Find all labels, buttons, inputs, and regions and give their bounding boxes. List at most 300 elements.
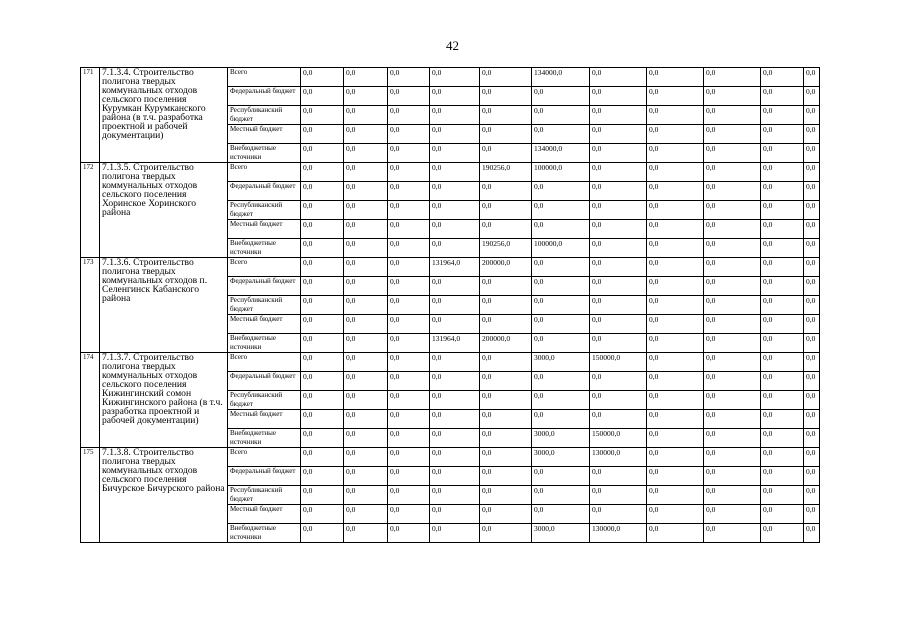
amount-cell: 0,0 — [704, 467, 761, 486]
funding-source: Местный бюджет — [228, 505, 301, 524]
funding-source: Всего — [228, 163, 301, 182]
amount-cell: 0,0 — [761, 239, 804, 258]
funding-source: Федеральный бюджет — [228, 372, 301, 391]
funding-source: Республиканский бюджет — [228, 106, 301, 125]
amount-cell: 0,0 — [647, 106, 704, 125]
amount-cell: 0,0 — [301, 429, 344, 448]
amount-cell: 0,0 — [480, 277, 532, 296]
amount-cell: 0,0 — [647, 182, 704, 201]
amount-cell: 0,0 — [704, 524, 761, 543]
amount-cell: 0,0 — [590, 106, 647, 125]
amount-cell: 0,0 — [344, 391, 388, 410]
amount-cell: 0,0 — [430, 296, 480, 315]
amount-cell: 0,0 — [430, 277, 480, 296]
amount-cell: 0,0 — [480, 182, 532, 201]
amount-cell: 0,0 — [704, 87, 761, 106]
amount-cell: 0,0 — [480, 144, 532, 163]
amount-cell: 0,0 — [301, 106, 344, 125]
amount-cell: 0,0 — [388, 334, 430, 353]
amount-cell: 0,0 — [590, 467, 647, 486]
amount-cell: 0,0 — [704, 486, 761, 505]
amount-cell: 0,0 — [301, 182, 344, 201]
amount-cell: 0,0 — [590, 391, 647, 410]
amount-cell: 0,0 — [388, 163, 430, 182]
table-row — [81, 353, 820, 372]
amount-cell: 0,0 — [704, 505, 761, 524]
funding-source: Всего — [228, 258, 301, 277]
amount-cell: 0,0 — [480, 448, 532, 467]
amount-cell: 0,0 — [344, 220, 388, 239]
amount-cell: 0,0 — [430, 429, 480, 448]
amount-cell: 0,0 — [590, 486, 647, 505]
amount-cell: 0,0 — [480, 505, 532, 524]
amount-cell: 0,0 — [647, 429, 704, 448]
amount-cell: 0,0 — [704, 334, 761, 353]
amount-cell: 0,0 — [430, 524, 480, 543]
funding-source: Всего — [228, 68, 301, 87]
amount-cell: 0,0 — [344, 410, 388, 429]
table-row — [81, 163, 820, 182]
amount-cell: 0,0 — [344, 144, 388, 163]
amount-cell: 0,0 — [301, 505, 344, 524]
amount-cell: 0,0 — [480, 87, 532, 106]
amount-cell: 0,0 — [761, 277, 804, 296]
amount-cell: 0,0 — [388, 448, 430, 467]
amount-cell: 0,0 — [301, 334, 344, 353]
amount-cell: 0,0 — [430, 144, 480, 163]
amount-cell: 0,0 — [804, 277, 820, 296]
funding-source: Внебюджетные источники — [228, 334, 301, 353]
amount-cell: 0,0 — [761, 87, 804, 106]
amount-cell: 0,0 — [532, 220, 590, 239]
amount-cell: 0,0 — [301, 486, 344, 505]
amount-cell: 3000,0 — [532, 524, 590, 543]
amount-cell: 130000,0 — [590, 448, 647, 467]
amount-cell: 0,0 — [590, 144, 647, 163]
funding-source: Республиканский бюджет — [228, 391, 301, 410]
amount-cell: 0,0 — [344, 353, 388, 372]
amount-cell: 0,0 — [590, 315, 647, 334]
amount-cell: 0,0 — [804, 220, 820, 239]
funding-source: Местный бюджет — [228, 315, 301, 334]
amount-cell: 0,0 — [388, 391, 430, 410]
amount-cell: 0,0 — [647, 296, 704, 315]
amount-cell: 0,0 — [804, 239, 820, 258]
amount-cell: 0,0 — [647, 87, 704, 106]
amount-cell: 0,0 — [480, 296, 532, 315]
amount-cell: 0,0 — [344, 334, 388, 353]
amount-cell: 0,0 — [647, 277, 704, 296]
amount-cell: 0,0 — [430, 125, 480, 144]
page-number: 42 — [446, 38, 459, 53]
amount-cell: 0,0 — [388, 486, 430, 505]
amount-cell: 0,0 — [480, 524, 532, 543]
amount-cell: 0,0 — [704, 258, 761, 277]
amount-cell: 0,0 — [430, 505, 480, 524]
amount-cell: 190256,0 — [480, 163, 532, 182]
amount-cell: 0,0 — [804, 353, 820, 372]
measure-name: 7.1.3.5. Строительство полигона твердых коммунальных отходов сельского поселения Хоринское Хоринского района — [100, 163, 228, 258]
amount-cell: 0,0 — [301, 524, 344, 543]
amount-cell: 0,0 — [532, 201, 590, 220]
funding-source: Внебюджетные источники — [228, 144, 301, 163]
amount-cell: 0,0 — [301, 296, 344, 315]
amount-cell: 0,0 — [430, 391, 480, 410]
amount-cell: 0,0 — [430, 182, 480, 201]
amount-cell: 0,0 — [480, 125, 532, 144]
amount-cell: 0,0 — [704, 201, 761, 220]
amount-cell: 0,0 — [590, 505, 647, 524]
amount-cell: 0,0 — [647, 144, 704, 163]
amount-cell: 0,0 — [590, 68, 647, 87]
amount-cell: 0,0 — [344, 524, 388, 543]
amount-cell: 0,0 — [704, 163, 761, 182]
amount-cell: 0,0 — [704, 448, 761, 467]
amount-cell: 0,0 — [388, 429, 430, 448]
amount-cell: 0,0 — [761, 296, 804, 315]
amount-cell: 0,0 — [301, 391, 344, 410]
amount-cell: 3000,0 — [532, 353, 590, 372]
amount-cell: 0,0 — [590, 239, 647, 258]
amount-cell: 0,0 — [761, 448, 804, 467]
amount-cell: 0,0 — [480, 410, 532, 429]
amount-cell: 0,0 — [532, 372, 590, 391]
amount-cell: 0,0 — [804, 201, 820, 220]
amount-cell: 0,0 — [532, 125, 590, 144]
amount-cell: 0,0 — [388, 106, 430, 125]
amount-cell: 0,0 — [761, 125, 804, 144]
amount-cell: 0,0 — [430, 201, 480, 220]
amount-cell: 0,0 — [344, 106, 388, 125]
funding-source: Местный бюджет — [228, 410, 301, 429]
amount-cell: 0,0 — [647, 486, 704, 505]
amount-cell: 0,0 — [647, 220, 704, 239]
amount-cell: 0,0 — [388, 220, 430, 239]
amount-cell: 0,0 — [761, 391, 804, 410]
amount-cell: 0,0 — [430, 315, 480, 334]
amount-cell: 0,0 — [761, 106, 804, 125]
amount-cell: 0,0 — [704, 391, 761, 410]
amount-cell: 0,0 — [647, 201, 704, 220]
measure-name: 7.1.3.4. Строительство полигона твердых коммунальных отходов сельского поселения Курумкан Курумканского района (в т.ч. разработка проектной и рабочей документации) — [100, 68, 228, 163]
amount-cell: 0,0 — [344, 201, 388, 220]
amount-cell: 150000,0 — [590, 353, 647, 372]
measure-name: 7.1.3.7. Строительство полигона твердых коммунальных отходов сельского поселения Кижингинский сомон Кижингинского района (в т.ч. разработка проектной и рабочей документации) — [100, 353, 228, 448]
budget-table — [80, 67, 820, 543]
amount-cell: 0,0 — [388, 524, 430, 543]
amount-cell: 0,0 — [480, 353, 532, 372]
amount-cell: 0,0 — [804, 87, 820, 106]
amount-cell: 0,0 — [532, 87, 590, 106]
amount-cell: 0,0 — [430, 239, 480, 258]
amount-cell: 0,0 — [430, 448, 480, 467]
amount-cell: 0,0 — [344, 182, 388, 201]
amount-cell: 100000,0 — [532, 239, 590, 258]
amount-cell: 0,0 — [761, 410, 804, 429]
amount-cell: 0,0 — [480, 429, 532, 448]
amount-cell: 0,0 — [344, 239, 388, 258]
amount-cell: 0,0 — [301, 315, 344, 334]
amount-cell: 0,0 — [532, 258, 590, 277]
funding-source: Федеральный бюджет — [228, 277, 301, 296]
amount-cell: 0,0 — [704, 125, 761, 144]
amount-cell: 0,0 — [388, 505, 430, 524]
amount-cell: 0,0 — [388, 68, 430, 87]
amount-cell: 0,0 — [301, 87, 344, 106]
amount-cell: 0,0 — [704, 353, 761, 372]
amount-cell: 0,0 — [532, 410, 590, 429]
amount-cell: 0,0 — [804, 334, 820, 353]
amount-cell: 134000,0 — [532, 68, 590, 87]
amount-cell: 0,0 — [301, 125, 344, 144]
amount-cell: 0,0 — [704, 106, 761, 125]
amount-cell: 0,0 — [804, 429, 820, 448]
amount-cell: 0,0 — [301, 372, 344, 391]
amount-cell: 130000,0 — [590, 524, 647, 543]
amount-cell: 0,0 — [480, 391, 532, 410]
amount-cell: 0,0 — [388, 277, 430, 296]
amount-cell: 0,0 — [532, 315, 590, 334]
amount-cell: 0,0 — [301, 201, 344, 220]
funding-source: Внебюджетные источники — [228, 429, 301, 448]
amount-cell: 0,0 — [344, 258, 388, 277]
amount-cell: 100000,0 — [532, 163, 590, 182]
amount-cell: 3000,0 — [532, 448, 590, 467]
amount-cell: 0,0 — [761, 182, 804, 201]
amount-cell: 0,0 — [388, 372, 430, 391]
amount-cell: 190256,0 — [480, 239, 532, 258]
amount-cell: 0,0 — [590, 372, 647, 391]
amount-cell: 0,0 — [301, 467, 344, 486]
amount-cell: 0,0 — [761, 144, 804, 163]
amount-cell: 0,0 — [804, 467, 820, 486]
amount-cell: 0,0 — [647, 448, 704, 467]
amount-cell: 0,0 — [532, 296, 590, 315]
amount-cell: 0,0 — [590, 220, 647, 239]
amount-cell: 0,0 — [344, 429, 388, 448]
amount-cell: 0,0 — [344, 315, 388, 334]
measure-name: 7.1.3.8. Строительство полигона твердых коммунальных отходов сельского поселения Бичурское Бичурского района — [100, 448, 228, 543]
amount-cell: 0,0 — [301, 68, 344, 87]
amount-cell: 0,0 — [704, 239, 761, 258]
amount-cell: 0,0 — [761, 315, 804, 334]
amount-cell: 0,0 — [430, 163, 480, 182]
amount-cell: 0,0 — [804, 68, 820, 87]
amount-cell: 0,0 — [344, 505, 388, 524]
amount-cell: 0,0 — [804, 315, 820, 334]
amount-cell: 0,0 — [761, 163, 804, 182]
amount-cell: 0,0 — [804, 106, 820, 125]
amount-cell: 0,0 — [704, 429, 761, 448]
amount-cell: 0,0 — [388, 182, 430, 201]
amount-cell: 0,0 — [344, 372, 388, 391]
amount-cell: 0,0 — [388, 87, 430, 106]
amount-cell: 0,0 — [590, 163, 647, 182]
amount-cell: 0,0 — [388, 201, 430, 220]
amount-cell: 0,0 — [344, 87, 388, 106]
amount-cell: 0,0 — [704, 182, 761, 201]
amount-cell: 200000,0 — [480, 258, 532, 277]
amount-cell: 0,0 — [344, 125, 388, 144]
amount-cell: 0,0 — [388, 410, 430, 429]
amount-cell: 0,0 — [761, 220, 804, 239]
amount-cell: 0,0 — [590, 296, 647, 315]
amount-cell: 0,0 — [590, 182, 647, 201]
amount-cell: 0,0 — [430, 87, 480, 106]
amount-cell: 0,0 — [647, 315, 704, 334]
amount-cell: 0,0 — [532, 277, 590, 296]
amount-cell: 0,0 — [590, 125, 647, 144]
funding-source: Внебюджетные источники — [228, 524, 301, 543]
amount-cell: 0,0 — [480, 220, 532, 239]
amount-cell: 0,0 — [430, 486, 480, 505]
amount-cell: 0,0 — [301, 353, 344, 372]
amount-cell: 0,0 — [804, 125, 820, 144]
funding-source: Федеральный бюджет — [228, 87, 301, 106]
amount-cell: 0,0 — [647, 334, 704, 353]
amount-cell: 0,0 — [590, 87, 647, 106]
amount-cell: 0,0 — [761, 68, 804, 87]
amount-cell: 0,0 — [301, 277, 344, 296]
amount-cell: 0,0 — [388, 296, 430, 315]
funding-source: Всего — [228, 448, 301, 467]
amount-cell: 0,0 — [388, 144, 430, 163]
amount-cell: 0,0 — [480, 315, 532, 334]
amount-cell: 0,0 — [590, 410, 647, 429]
amount-cell: 0,0 — [761, 429, 804, 448]
amount-cell: 0,0 — [480, 486, 532, 505]
amount-cell: 0,0 — [647, 391, 704, 410]
funding-source: Республиканский бюджет — [228, 486, 301, 505]
amount-cell: 0,0 — [532, 505, 590, 524]
amount-cell: 0,0 — [761, 486, 804, 505]
amount-cell: 0,0 — [430, 220, 480, 239]
amount-cell: 200000,0 — [480, 334, 532, 353]
amount-cell: 0,0 — [480, 372, 532, 391]
amount-cell: 0,0 — [704, 277, 761, 296]
amount-cell: 0,0 — [301, 448, 344, 467]
row-number: 173 — [81, 258, 100, 353]
amount-cell: 0,0 — [388, 315, 430, 334]
amount-cell: 0,0 — [761, 353, 804, 372]
amount-cell: 0,0 — [804, 296, 820, 315]
funding-source: Внебюджетные источники — [228, 239, 301, 258]
row-number: 175 — [81, 448, 100, 543]
amount-cell: 0,0 — [388, 125, 430, 144]
amount-cell: 0,0 — [704, 410, 761, 429]
amount-cell: 131964,0 — [430, 258, 480, 277]
amount-cell: 0,0 — [344, 163, 388, 182]
funding-source: Республиканский бюджет — [228, 296, 301, 315]
amount-cell: 0,0 — [647, 505, 704, 524]
amount-cell: 0,0 — [804, 505, 820, 524]
measure-name: 7.1.3.6. Строительство полигона твердых коммунальных отходов п. Селенгинск Кабанского района — [100, 258, 228, 353]
amount-cell: 0,0 — [388, 467, 430, 486]
amount-cell: 0,0 — [704, 220, 761, 239]
amount-cell: 0,0 — [430, 410, 480, 429]
funding-source: Республиканский бюджет — [228, 201, 301, 220]
amount-cell: 134000,0 — [532, 144, 590, 163]
amount-cell: 0,0 — [430, 68, 480, 87]
amount-cell: 0,0 — [532, 334, 590, 353]
amount-cell: 0,0 — [804, 163, 820, 182]
amount-cell: 0,0 — [704, 68, 761, 87]
amount-cell: 0,0 — [761, 372, 804, 391]
amount-cell: 0,0 — [647, 163, 704, 182]
amount-cell: 0,0 — [647, 258, 704, 277]
amount-cell: 0,0 — [590, 277, 647, 296]
amount-cell: 0,0 — [761, 201, 804, 220]
amount-cell: 0,0 — [647, 68, 704, 87]
amount-cell: 0,0 — [804, 182, 820, 201]
funding-source: Местный бюджет — [228, 125, 301, 144]
amount-cell: 0,0 — [590, 201, 647, 220]
amount-cell: 0,0 — [480, 68, 532, 87]
amount-cell: 0,0 — [804, 391, 820, 410]
amount-cell: 0,0 — [430, 467, 480, 486]
amount-cell: 0,0 — [761, 334, 804, 353]
amount-cell: 0,0 — [647, 524, 704, 543]
amount-cell: 0,0 — [388, 239, 430, 258]
row-number: 174 — [81, 353, 100, 448]
amount-cell: 0,0 — [301, 258, 344, 277]
amount-cell: 0,0 — [704, 144, 761, 163]
amount-cell: 0,0 — [647, 125, 704, 144]
amount-cell: 0,0 — [301, 239, 344, 258]
amount-cell: 0,0 — [532, 106, 590, 125]
amount-cell: 0,0 — [480, 201, 532, 220]
amount-cell: 0,0 — [344, 296, 388, 315]
amount-cell: 0,0 — [590, 334, 647, 353]
amount-cell: 0,0 — [704, 372, 761, 391]
amount-cell: 0,0 — [344, 277, 388, 296]
amount-cell: 0,0 — [804, 448, 820, 467]
amount-cell: 0,0 — [704, 315, 761, 334]
amount-cell: 0,0 — [430, 353, 480, 372]
amount-cell: 0,0 — [761, 505, 804, 524]
amount-cell: 0,0 — [532, 467, 590, 486]
amount-cell: 0,0 — [590, 258, 647, 277]
table-body — [81, 68, 820, 543]
amount-cell: 0,0 — [804, 524, 820, 543]
amount-cell: 131964,0 — [430, 334, 480, 353]
table-row — [81, 448, 820, 467]
amount-cell: 0,0 — [388, 258, 430, 277]
funding-source: Всего — [228, 353, 301, 372]
table-row — [81, 258, 820, 277]
amount-cell: 0,0 — [430, 106, 480, 125]
funding-source: Федеральный бюджет — [228, 467, 301, 486]
amount-cell: 0,0 — [301, 220, 344, 239]
amount-cell: 0,0 — [761, 524, 804, 543]
amount-cell: 0,0 — [647, 410, 704, 429]
amount-cell: 0,0 — [532, 391, 590, 410]
amount-cell: 0,0 — [344, 448, 388, 467]
amount-cell: 0,0 — [344, 486, 388, 505]
amount-cell: 0,0 — [761, 258, 804, 277]
amount-cell: 0,0 — [647, 353, 704, 372]
amount-cell: 0,0 — [804, 486, 820, 505]
amount-cell: 150000,0 — [590, 429, 647, 448]
amount-cell: 0,0 — [704, 296, 761, 315]
amount-cell: 0,0 — [804, 144, 820, 163]
amount-cell: 0,0 — [480, 106, 532, 125]
row-number: 171 — [81, 68, 100, 163]
amount-cell: 0,0 — [301, 410, 344, 429]
amount-cell: 0,0 — [804, 410, 820, 429]
amount-cell: 0,0 — [344, 68, 388, 87]
amount-cell: 0,0 — [532, 182, 590, 201]
